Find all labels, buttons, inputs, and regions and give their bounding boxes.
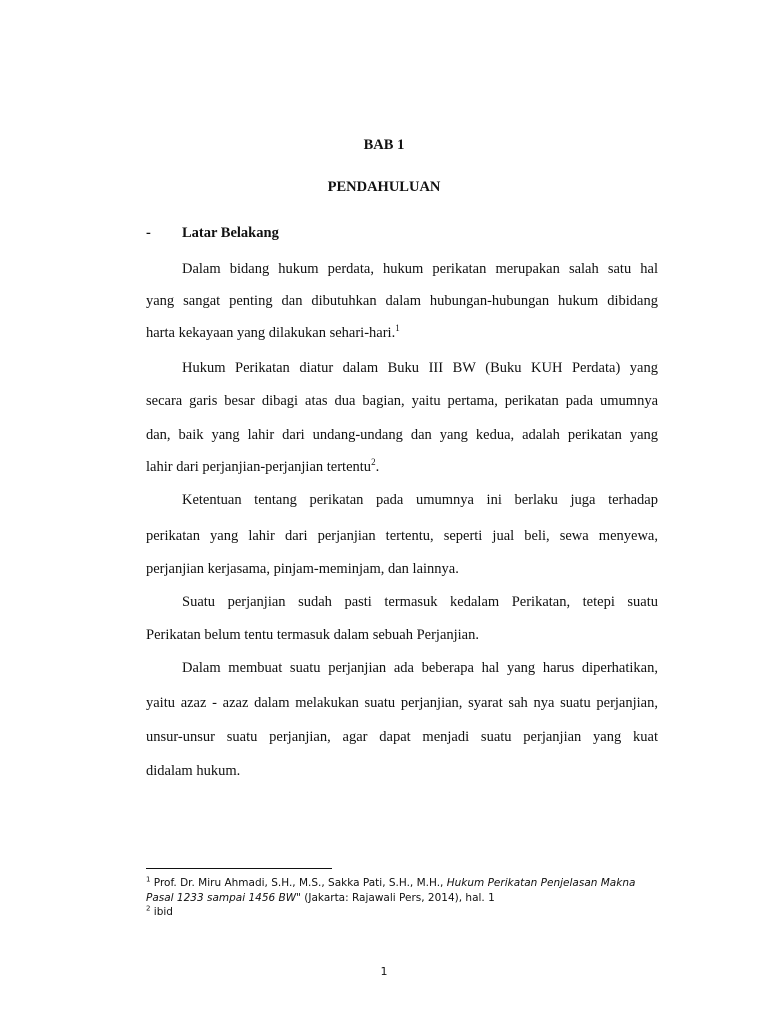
paragraph-text: .	[375, 459, 380, 475]
section-bullet: -	[146, 225, 151, 241]
paragraph-line: yang sangat penting dan dibutuhkan dalam hubungan-hubungan hukum dibidang	[146, 293, 658, 309]
paragraph-line: unsur-unsur suatu perjanjian, agar dapat menjadi suatu perjanjian yang kuat	[146, 729, 658, 745]
footnote-title: Hukum Perikatan Penjelasan Makna	[446, 877, 636, 889]
paragraph-text: harta kekayaan yang dilakukan sehari-hari.	[146, 325, 396, 341]
paragraph-line: yaitu azaz - azaz dalam melakukan suatu perjanjian, syarat sah nya suatu perjanjian,	[146, 695, 658, 711]
paragraph-line	[146, 325, 400, 342]
paragraph-line: perjanjian kerjasama, pinjam-meminjam, dan lainnya.	[146, 561, 459, 577]
paragraph-line: Dalam bidang hukum perdata, hukum perikatan merupakan salah satu hal	[182, 261, 658, 277]
paragraph-line: perikatan yang lahir dari perjanjian tertentu, seperti jual beli, sewa menyewa,	[146, 528, 658, 544]
footnote-number: 1	[146, 875, 151, 884]
footnote-1-cont	[146, 892, 495, 904]
paragraph-text: lahir dari perjanjian-perjanjian tertentu	[146, 459, 372, 475]
paragraph-line	[146, 459, 379, 476]
paragraph-line: Dalam membuat suatu perjanjian ada beberapa hal yang harus diperhatikan,	[182, 660, 658, 676]
paragraph-line: dan, baik yang lahir dari undang-undang dan yang kedua, adalah perikatan yang	[146, 427, 658, 443]
page-number: 1	[380, 965, 388, 978]
footnote-2	[146, 906, 173, 918]
footnote-1	[146, 877, 635, 889]
footnote-number: 2	[146, 904, 151, 913]
chapter-title: PENDAHULUAN	[327, 179, 441, 195]
paragraph-line: didalam hukum.	[146, 763, 241, 779]
footnote-ref: 1	[395, 323, 400, 334]
chapter-heading: BAB 1	[363, 137, 405, 153]
paragraph-line: Suatu perjanjian sudah pasti termasuk kedalam Perikatan, tetepi suatu	[182, 594, 658, 610]
footnote-ref: 2	[371, 457, 376, 468]
paragraph-line: Hukum Perikatan diatur dalam Buku III BW (Buku KUH Perdata) yang	[182, 360, 658, 376]
paragraph-line: Perikatan belum tentu termasuk dalam sebuah Perjanjian.	[146, 627, 479, 643]
footnote-separator	[146, 868, 332, 869]
paragraph-line: secara garis besar dibagi atas dua bagian, yaitu pertama, perikatan pada umumnya	[146, 393, 658, 409]
footnote-text: Prof. Dr. Miru Ahmadi, S.H., M.S., Sakka Pati, S.H., M.H.,	[150, 877, 447, 889]
footnote-title: Pasal 1233 sampai 1456 BW"	[146, 892, 301, 904]
footnote-text: (Jakarta: Rajawali Pers, 2014), hal. 1	[300, 892, 495, 904]
footnote-text: ibid	[150, 906, 173, 918]
section-title: Latar Belakang	[182, 225, 279, 241]
paragraph-line: Ketentuan tentang perikatan pada umumnya ini berlaku juga terhadap	[182, 492, 658, 508]
